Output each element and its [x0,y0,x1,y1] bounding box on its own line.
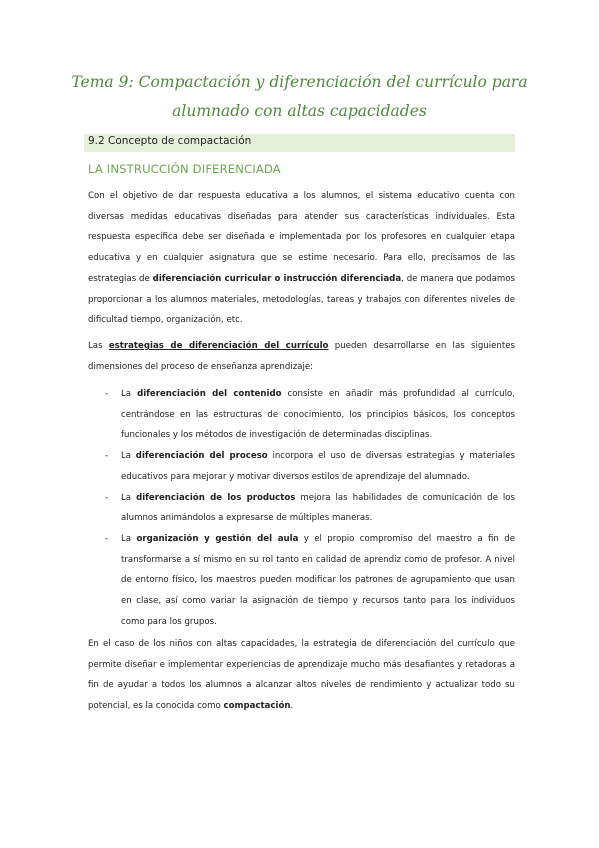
list-item [88,446,515,487]
list-dash: - [105,451,109,462]
list-dash: - [105,389,109,399]
paragraph-intro-bold: diferenciación curricular o instrucción diferenciada [152,273,402,284]
list-dash: - [105,492,109,503]
section-heading-bar [84,134,515,152]
paragraph-conclusion-text-end: . [290,701,294,712]
list-item [88,384,515,446]
list-item-text-end: incorpora el uso de diversas estrategias y materiales educativos para mejorar y motivar diversos estilos de aprendizaje del alumnado. [121,451,515,482]
list-item-bold: organización y gestión del aula [136,533,299,544]
paragraph-intro [88,186,515,331]
subheading: LA INSTRUCCIÓN DIFERENCIADA [88,162,281,176]
list-item-bold: diferenciación del contenido [137,389,282,399]
list-item-text: La [121,492,137,503]
list-item-text-end: consiste en añadir más profundidad al currículo, centrándose en las estructuras de conocimiento, los principios básicos, los conceptos funcionales y los métodos de investigación de determinadas disciplinas. [121,389,515,441]
list-dash: - [105,533,109,544]
paragraph-intro-text-end: , de manera que podamos proporcionar a los alumnos materiales, metodologías, tareas y trabajos con diferentes niveles de dificultad tiempo, organización, etc. [88,273,515,326]
list-item-text-end: y el propio compromiso del maestro a fin de transformarse a sí mismo en su rol tanto en calidad de aprendiz como de profesor. A nivel de entorno físico, los maestros pueden modificar los patrones de agrupamiento que usan en clase, así como variar la asignación de tiempo y recursos tanto para los individuos como para los grupos. [121,533,515,627]
paragraph-strategies-text-end: pueden desarrollarse en las siguientes dimensiones del proceso de enseñanza aprendizaje: [88,341,516,372]
list-item-text: La [121,389,138,399]
paragraph-conclusion-bold: compactación [223,701,291,712]
title-line-2: alumnado con altas capacidades [172,102,427,120]
section-heading: 9.2 Concepto de compactación [88,135,252,147]
title-line-1: Tema 9: Compactación y diferenciación del currículo para [71,73,528,91]
paragraph-strategies-underline: estrategias de diferenciación del currículo [108,341,329,351]
paragraph-strategies-text: Las [88,341,109,351]
list-item-bold: diferenciación del proceso [135,451,268,462]
page-title [70,68,529,126]
paragraph-strategies [88,336,515,377]
strategies-list [88,384,515,632]
list-item [88,488,515,529]
list-item-text: La [121,533,137,544]
paragraph-intro-text: Con el objetivo de dar respuesta educativa a los alumnos, el sistema educativo cuenta con diversas medidas educativas diseñadas para atender sus características individuales. Esta respuesta específica debe ser diseñada e implementada por los profesores en cualquier etapa educativa y en cualquier asignatura que se estime necesario. Para ello, precisamos de las estrategias de [88,191,515,284]
list-item [88,529,515,633]
paragraph-conclusion [88,634,515,717]
paragraph-conclusion-text: En el caso de los niños con altas capacidades, la estrategia de diferenciación del currículo que permite diseñar e implementar experiencias de aprendizaje mucho más desafiantes y retadoras a fin de ayudar a todos los alumnos a alcanzar altos niveles de rendimiento y actualizar todo su potencial, es la conocida como [88,639,515,712]
list-item-text-end: mejora las habilidades de comunicación de los alumnos animándolos a expresarse de múltiples maneras. [121,492,515,524]
list-item-bold: diferenciación de los productos [136,492,296,503]
list-item-text: La [121,451,136,462]
